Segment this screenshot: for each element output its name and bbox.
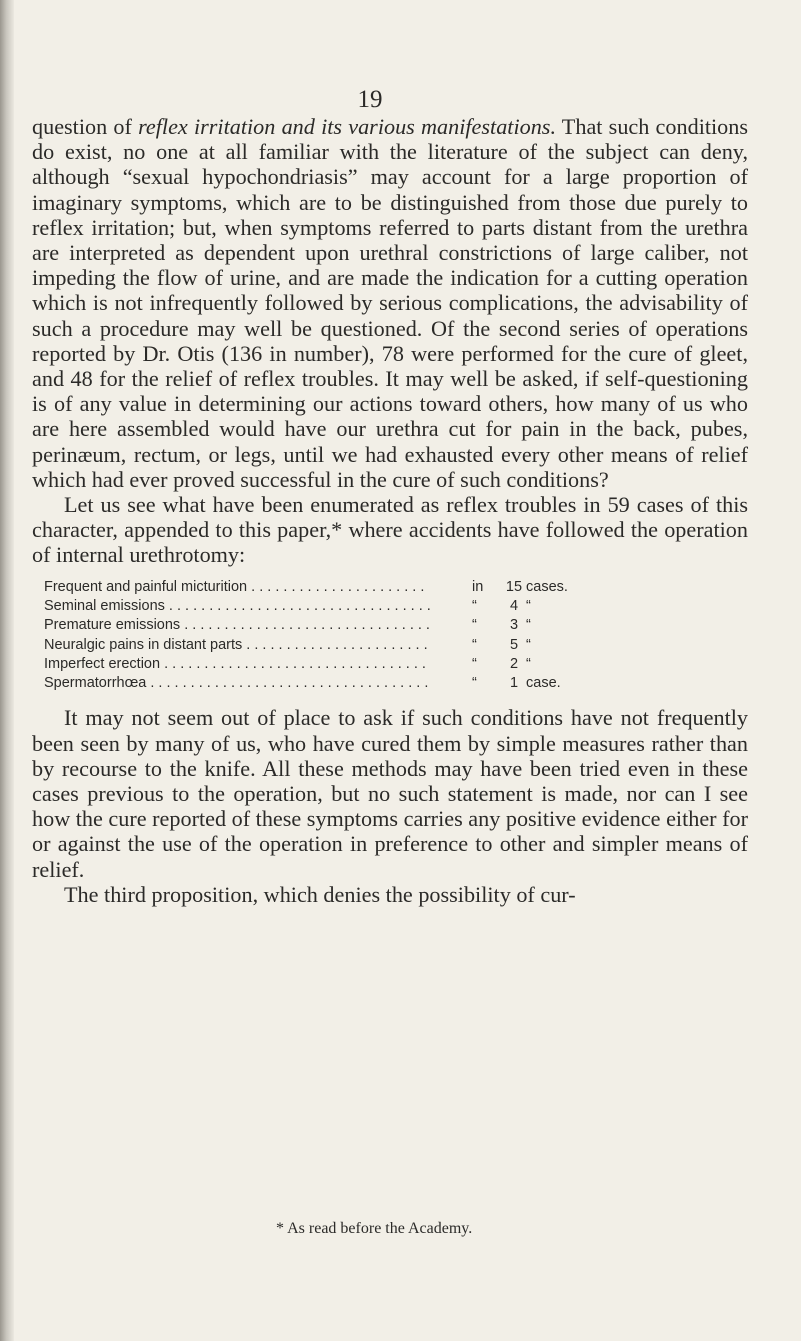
stat-count: 15	[505, 578, 523, 595]
footnote: * As read before the Academy.	[276, 1220, 473, 1237]
paragraph-reflex-irritation	[32, 114, 748, 492]
reflex-troubles-list	[32, 578, 748, 694]
paragraph-enumerated-troubles: Let us see what have been enumerated as reflex troubles in 59 cases of this character, appended to this paper,* where accidents have followed the operation of internal urethrotomy:	[32, 492, 748, 568]
list-item	[32, 616, 748, 635]
body-text	[32, 114, 748, 907]
stat-label: Premature emissions . . . . . . . . . . . . . . . . . . . . . . . . . . . . . . .	[44, 617, 430, 634]
list-item	[32, 674, 748, 693]
paragraph-1-italic-phrase: reflex irritation and its various manifestations.	[138, 114, 556, 139]
page-binding-edge	[0, 0, 14, 1341]
stat-unit: “	[526, 636, 531, 653]
stat-count: 5	[509, 636, 519, 653]
stat-unit: cases.	[526, 578, 568, 595]
stat-label: Imperfect erection . . . . . . . . . . . . . . . . . . . . . . . . . . . . . . . . .	[44, 655, 426, 672]
stat-unit: “	[526, 655, 531, 672]
paragraph-simple-measures: It may not seem out of place to ask if such conditions have not frequently been seen by many of us, who have cured them by simple measures rather than by recourse to the knife. All these methods may have been tried even in these cases previous to the operation, but no such statement is made, nor can I see how the cure reported of these symptoms carries any positive evidence either for or against the use of the operation in preference to other and simpler means of relief.	[32, 705, 748, 882]
paragraph-third-proposition: The third proposition, which denies the possibility of cur-	[64, 881, 576, 907]
page-number: 19	[357, 86, 383, 113]
stat-prefix: “	[472, 636, 477, 653]
paragraph-1-lead: question of	[32, 114, 139, 139]
list-item	[32, 578, 748, 597]
stat-prefix: “	[472, 675, 477, 692]
list-item	[32, 636, 748, 655]
stat-unit: case.	[526, 675, 561, 692]
stat-unit: “	[526, 597, 531, 614]
stat-label: Frequent and painful micturition . . . . . . . . . . . . . . . . . . . . . .	[44, 578, 425, 595]
stat-count: 3	[509, 617, 519, 634]
stat-prefix: in	[472, 578, 484, 595]
stat-prefix: “	[472, 655, 477, 672]
stat-count: 1	[509, 675, 519, 692]
stat-count: 2	[509, 655, 519, 672]
stat-label: Spermatorrhœa . . . . . . . . . . . . . . . . . . . . . . . . . . . . . . . . . . .	[44, 675, 429, 692]
paragraph-1-body: That such conditions do exist, no one at all familiar with the literature of the subject can deny, although “sexual hypochondriasis” may account for a large proportion of imaginary symptoms, which are to be distinguished from those due purely to reflex irritation; but, when symptoms referred to parts distant from the urethra are interpreted as dependent upon urethral constrictions of large caliber, not impeding the flow of urine, and are made the indication for a cutting operation which is not infrequently followed by serious complications, the advisability of such a procedure may well be questioned. Of the second series of operations reported by Dr. Otis (136 in number), 78 were performed for the cure of gleet, and 48 for the relief of reflex troubles. It may well be asked, if self-questioning is of any value in determining our actions toward others, how many of us who are here assembled would have our urethra cut for pain in the back, pubes, perinæum, rectum, or legs, until we had exhausted every other means of relief which had ever proved successful in the cure of such conditions?	[32, 114, 749, 492]
stat-label: Neuralgic pains in distant parts . . . . . . . . . . . . . . . . . . . . . . .	[44, 636, 428, 653]
list-item	[32, 655, 748, 674]
stat-count: 4	[509, 597, 519, 614]
stat-unit: “	[526, 617, 531, 634]
list-item	[32, 597, 748, 616]
stat-label: Seminal emissions . . . . . . . . . . . . . . . . . . . . . . . . . . . . . . . . .	[44, 597, 431, 614]
stat-prefix: “	[472, 617, 477, 634]
stat-prefix: “	[472, 597, 477, 614]
